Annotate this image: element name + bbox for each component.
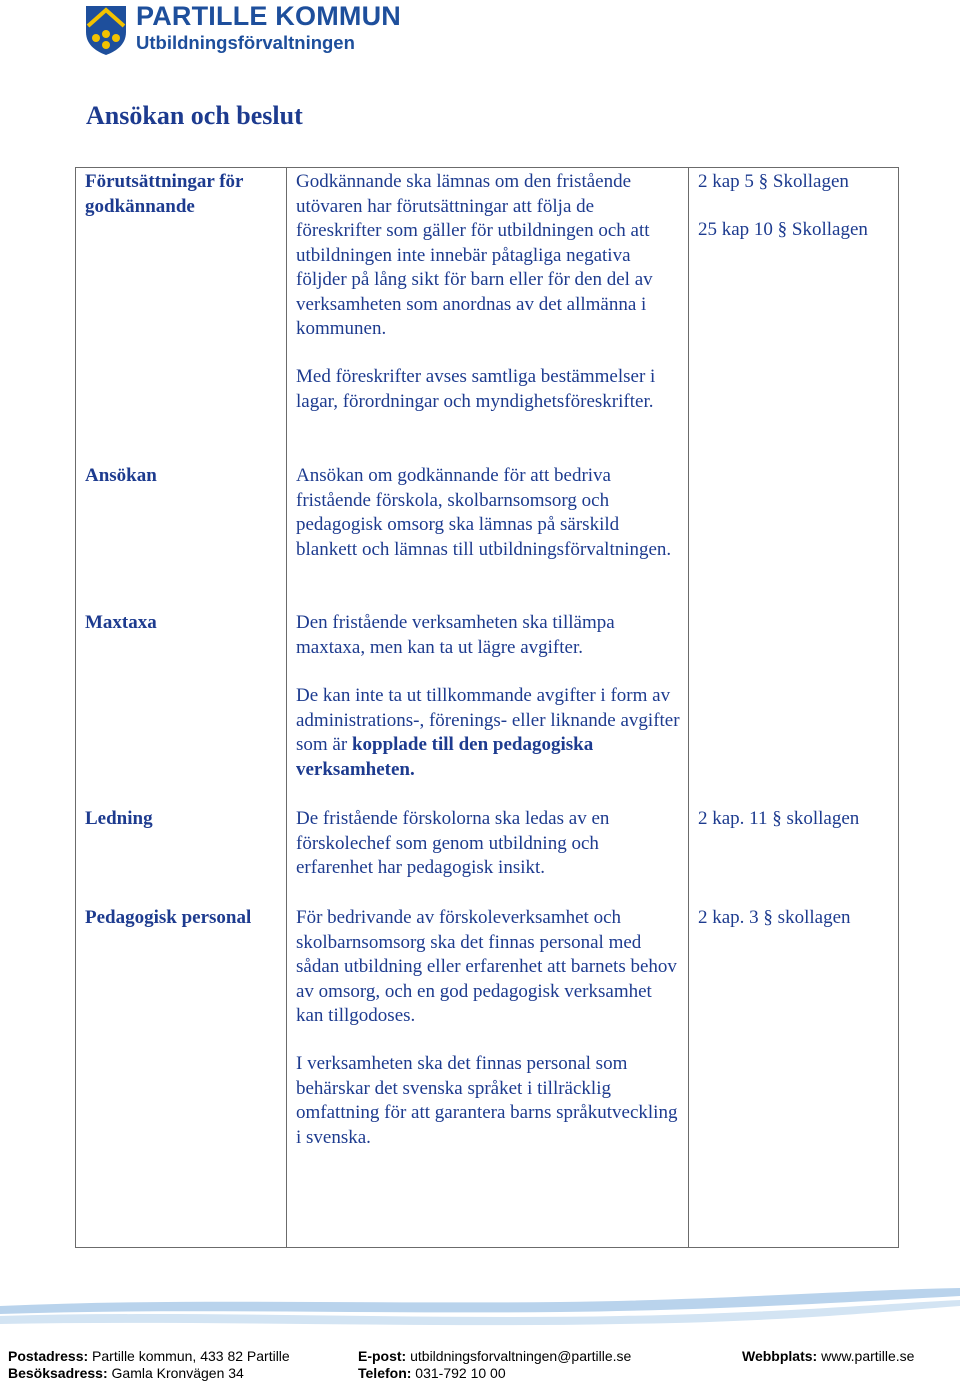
label-forutsattningar: Förutsättningar för godkännande [85,171,244,217]
forutsattningar-text-1: Godkännande ska lämnas om den fristående utövaren har förutsättningar att följa de föreskrifter som gäller för utbildningen och att utbildningen inte innebär påtagliga negativa följder på lång sikt för barn eller för den del av verksamheten som anordnas av det allmänna i kommunen. [296,171,653,339]
references-column [689,168,899,1248]
ref-2-kap-11: 2 kap. 11 § skollagen [698,808,860,829]
label-pedagogisk-personal: Pedagogisk personal [85,907,252,928]
label-maxtaxa: Maxtaxa [85,612,157,633]
footer-wave-graphic [0,1280,960,1350]
forutsattningar-text-2: Med föreskrifter avses samtliga bestämmelser i lagar, förordningar och myndighetsföreskrifter. [296,366,656,412]
org-name: PARTILLE KOMMUN [136,1,401,31]
label-ledning: Ledning [85,808,153,829]
footer-visit: Besöksadress: Gamla Kronvägen 34 [8,1365,244,1381]
footer-postal: Postadress: Partille kommun, 433 82 Partille [8,1348,290,1364]
maxtaxa-text-2-bold: kopplade till den pedagogiska verksamheten. [296,734,594,780]
ledning-text: De fristående förskolorna ska ledas av en förskolechef som genom utbildning och erfarenhet har pedagogisk insikt. [296,808,610,878]
maxtaxa-text-2 [296,684,680,782]
labels-column [76,168,287,1248]
footer-phone: Telefon: 031-792 10 00 [358,1365,506,1381]
description-column [287,168,689,1248]
footer-web: Webbplats: www.partille.se [742,1348,915,1364]
ref-2-kap-3: 2 kap. 3 § skollagen [698,907,851,928]
ref-2-kap-5: 2 kap 5 § Skollagen [698,171,849,192]
label-ansokan: Ansökan [85,465,157,486]
footer-email: E-post: utbildningsforvaltningen@partille.se [358,1348,632,1364]
ansokan-text: Ansökan om godkännande för att bedriva fristående förskola, skolbarnsomsorg och pedagogisk omsorg ska lämnas på särskild blankett och lämnas till utbildningsförvaltningen. [296,465,672,560]
page-title: Ansökan och beslut [86,101,303,130]
personal-text-2: I verksamheten ska det finnas personal som behärskar det svenska språket i tillräcklig omfattning för att garantera barns språkutveckling i svenska. [296,1053,678,1148]
dept-name: Utbildningsförvaltningen [136,32,355,53]
decision-table [75,167,899,1248]
partille-kommun-logo [84,2,434,58]
maxtaxa-text-2-plain: De kan inte ta ut tillkommande avgifter i form av administrations-, förenings- eller liknande avgifter som är [296,685,680,755]
personal-text-1: För bedrivande av förskoleverksamhet och skolbarnsomsorg ska det finnas personal med sådan utbildning eller erfarenhet att barnets behov av omsorg, och en god pedagogisk verksamhet kan tillgodoses. [296,907,677,1026]
ref-25-kap-10: 25 kap 10 § Skollagen [698,219,868,240]
coat-of-arms-icon [84,4,128,56]
maxtaxa-text-1: Den fristående verksamheten ska tillämpa maxtaxa, men kan ta ut lägre avgifter. [296,612,615,658]
